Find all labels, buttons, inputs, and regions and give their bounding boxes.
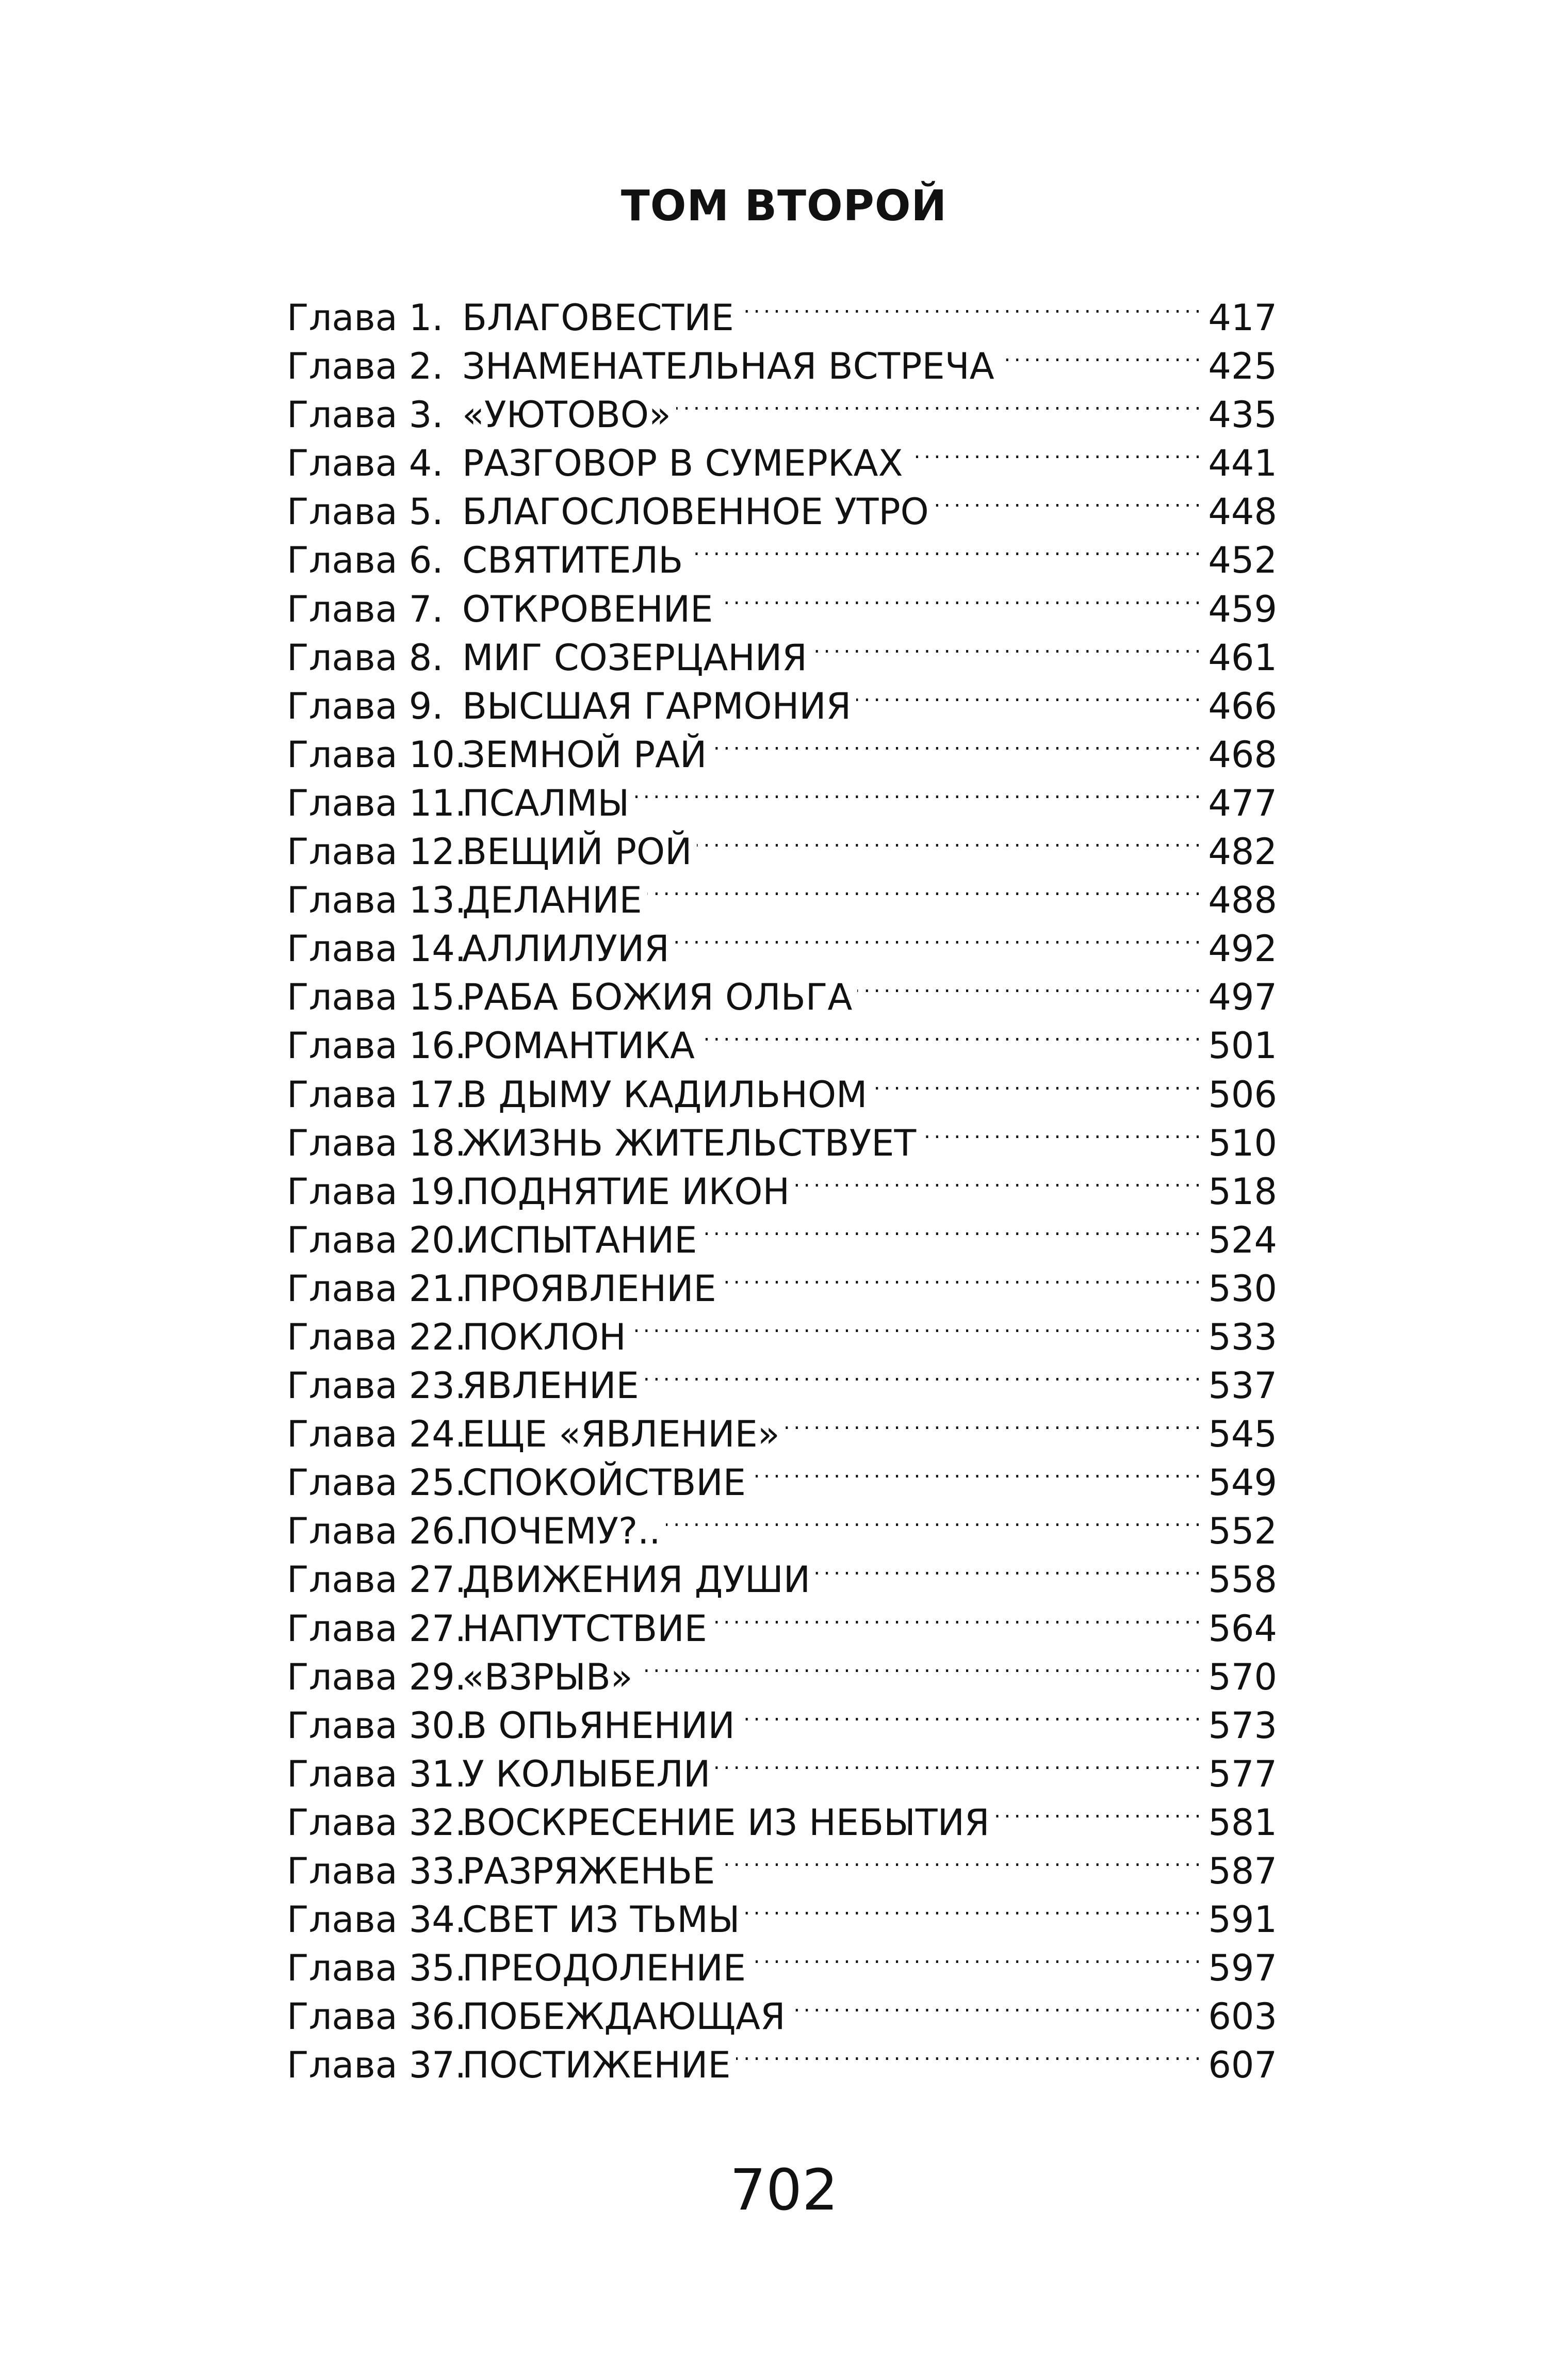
chapter-number: Глава 17. (287, 1073, 467, 1116)
dot-leader (908, 427, 1201, 476)
chapter-page-number: 466 (1208, 685, 1277, 727)
chapter-page-number: 506 (1208, 1073, 1277, 1116)
chapter-page-number: 497 (1208, 976, 1277, 1019)
chapter-number: Глава 35. (287, 1947, 467, 1990)
dot-leader (745, 1883, 1201, 1932)
chapter-page-number: 552 (1208, 1510, 1277, 1553)
chapter-page-number: 501 (1208, 1025, 1277, 1067)
table-of-contents (287, 282, 1277, 2087)
chapter-number: Глава 16. (287, 1025, 467, 1067)
chapter-page-number: 587 (1208, 1850, 1277, 1892)
dot-leader (791, 1980, 1201, 2029)
chapter-number: Глава 3. (287, 394, 444, 436)
chapter-number: Глава 29. (287, 1655, 467, 1698)
chapter-number: Глава 19. (287, 1170, 467, 1213)
chapter-title: РАБА БОЖИЯ ОЛЬГА (462, 976, 853, 1019)
chapter-page-number: 549 (1208, 1461, 1277, 1504)
dot-leader (857, 961, 1201, 1010)
dot-leader (921, 1107, 1201, 1156)
chapter-title: ДЕЛАНИЕ (462, 879, 642, 922)
dot-leader (815, 1544, 1201, 1592)
dot-leader (631, 1301, 1201, 1350)
dot-leader (688, 524, 1201, 573)
chapter-title: РОМАНТИКА (462, 1025, 695, 1067)
chapter-number: Глава 37. (287, 2044, 467, 2087)
chapter-page-number: 591 (1208, 1898, 1277, 1941)
dot-leader (751, 1447, 1201, 1495)
dot-leader (740, 1690, 1201, 1738)
chapter-page-number: 435 (1208, 394, 1277, 436)
chapter-page-number: 518 (1208, 1170, 1277, 1213)
dot-leader (720, 1835, 1201, 1883)
dot-leader (700, 1010, 1201, 1058)
chapter-number: Глава 24. (287, 1413, 467, 1456)
chapter-number: Глава 5. (287, 491, 444, 533)
chapter-number: Глава 2. (287, 345, 444, 388)
chapter-title: ИСПЫТАНИЕ (462, 1219, 697, 1261)
chapter-number: Глава 22. (287, 1316, 467, 1358)
chapter-number: Глава 12. (287, 831, 467, 873)
chapter-number: Глава 33. (287, 1850, 467, 1892)
dot-leader (856, 670, 1201, 719)
chapter-number: Глава 4. (287, 442, 444, 485)
chapter-page-number: 533 (1208, 1316, 1277, 1358)
chapter-title: ПОДНЯТИЕ ИКОН (462, 1170, 790, 1213)
chapter-page-number: 417 (1208, 297, 1277, 339)
dot-leader (1000, 330, 1201, 379)
dot-leader (712, 1593, 1201, 1641)
dot-leader (703, 1204, 1201, 1253)
chapter-page-number: 492 (1208, 928, 1277, 970)
chapter-title: НАПУТСТВИЕ (462, 1607, 707, 1650)
dot-leader (666, 1495, 1201, 1544)
page-number: 702 (730, 2157, 838, 2223)
dot-leader (722, 1253, 1201, 1301)
dot-leader (675, 913, 1201, 961)
chapter-page-number: 564 (1208, 1607, 1277, 1650)
chapter-title: ВЕЩИЙ РОЙ (462, 831, 692, 873)
chapter-title: ПРОЯВЛЕНИЕ (462, 1267, 716, 1310)
chapter-title: ДВИЖЕНИЯ ДУШИ (462, 1558, 811, 1601)
toc-entry (287, 282, 1277, 339)
chapter-title: ВЫСШАЯ ГАРМОНИЯ (462, 685, 852, 727)
chapter-title: В ДЫМУ КАДИЛЬНОМ (462, 1073, 868, 1116)
chapter-number: Глава 31. (287, 1752, 467, 1795)
chapter-page-number: 603 (1208, 1995, 1277, 2038)
chapter-page-number: 545 (1208, 1413, 1277, 1456)
chapter-title: МИГ СОЗЕРЦАНИЯ (462, 636, 807, 679)
chapter-number: Глава 15. (287, 976, 467, 1019)
dot-leader (736, 2029, 1201, 2077)
chapter-page-number: 558 (1208, 1558, 1277, 1601)
chapter-number: Глава 1. (287, 297, 444, 339)
chapter-title: БЛАГОСЛОВЕННОЕ УТРО (462, 491, 929, 533)
dot-leader (812, 622, 1201, 670)
chapter-number: Глава 27. (287, 1558, 467, 1601)
chapter-page-number: 468 (1208, 733, 1277, 776)
chapter-title: ПОСТИЖЕНИЕ (462, 2044, 731, 2087)
dot-leader (751, 1932, 1201, 1980)
chapter-number: Глава 21. (287, 1267, 467, 1310)
chapter-title: ПОЧЕМУ?.. (462, 1510, 661, 1553)
chapter-title: ОТКРОВЕНИЕ (462, 588, 713, 630)
chapter-page-number: 524 (1208, 1219, 1277, 1261)
chapter-number: Глава 14. (287, 928, 467, 970)
chapter-title: ЗНАМЕНАТЕЛЬНАЯ ВСТРЕЧА (462, 345, 994, 388)
chapter-title: СВЯТИТЕЛЬ (462, 539, 683, 582)
dot-leader (638, 1641, 1201, 1690)
chapter-number: Глава 26. (287, 1510, 467, 1553)
chapter-number: Глава 23. (287, 1365, 467, 1407)
chapter-number: Глава 13. (287, 879, 467, 922)
chapter-title: ПОБЕЖДАЮЩАЯ (462, 1995, 786, 2038)
chapter-title: ВОСКРЕСЕНИЕ ИЗ НЕБЫТИЯ (462, 1801, 990, 1844)
chapter-page-number: 530 (1208, 1267, 1277, 1310)
chapter-title: РАЗГОВОР В СУМЕРКАХ (462, 442, 903, 485)
dot-leader (676, 379, 1201, 427)
chapter-title: СПОКОЙСТВИЕ (462, 1461, 746, 1504)
chapter-number: Глава 25. (287, 1461, 467, 1504)
chapter-title: ПСАЛМЫ (462, 782, 630, 824)
chapter-title: ПРЕОДОЛЕНИЕ (462, 1947, 746, 1990)
chapter-title: «ВЗРЫВ» (462, 1655, 633, 1698)
chapter-title: В ОПЬЯНЕНИИ (462, 1704, 735, 1747)
chapter-page-number: 448 (1208, 491, 1277, 533)
chapter-title: БЛАГОВЕСТИЕ (462, 297, 734, 339)
chapter-title: СВЕТ ИЗ ТЬМЫ (462, 1898, 740, 1941)
chapter-title: АЛЛИЛУИЯ (462, 928, 669, 970)
chapter-title: ЯВЛЕНИЕ (462, 1365, 639, 1407)
chapter-page-number: 482 (1208, 831, 1277, 873)
chapter-number: Глава 10. (287, 733, 467, 776)
chapter-title: ЖИЗНЬ ЖИТЕЛЬСТВУЕТ (462, 1122, 917, 1164)
chapter-number: Глава 8. (287, 636, 444, 679)
dot-leader (647, 864, 1201, 913)
chapter-page-number: 570 (1208, 1655, 1277, 1698)
chapter-page-number: 581 (1208, 1801, 1277, 1844)
chapter-title: ПОКЛОН (462, 1316, 626, 1358)
dot-leader (697, 816, 1201, 864)
chapter-number: Глава 34. (287, 1898, 467, 1941)
chapter-number: Глава 7. (287, 588, 444, 630)
chapter-number: Глава 11. (287, 782, 467, 824)
chapter-number: Глава 32. (287, 1801, 467, 1844)
chapter-page-number: 597 (1208, 1947, 1277, 1990)
chapter-page-number: 537 (1208, 1365, 1277, 1407)
chapter-page-number: 510 (1208, 1122, 1277, 1164)
dot-leader (739, 282, 1201, 330)
dot-leader (785, 1398, 1201, 1447)
dot-leader (644, 1350, 1201, 1398)
chapter-number: Глава 27. (287, 1607, 467, 1650)
chapter-title: ЕЩЕ «ЯВЛЕНИЕ» (462, 1413, 780, 1456)
dot-leader (715, 1738, 1201, 1787)
dot-leader (795, 1156, 1201, 1204)
chapter-page-number: 461 (1208, 636, 1277, 679)
chapter-number: Глава 30. (287, 1704, 467, 1747)
page-title: ТОМ ВТОРОЙ (620, 182, 948, 231)
chapter-page-number: 425 (1208, 345, 1277, 388)
chapter-page-number: 441 (1208, 442, 1277, 485)
dot-leader (995, 1787, 1201, 1835)
chapter-title: «УЮТОВО» (462, 394, 671, 436)
chapter-page-number: 488 (1208, 879, 1277, 922)
dot-leader (934, 476, 1201, 524)
chapter-number: Глава 36. (287, 1995, 467, 2038)
chapter-number: Глава 9. (287, 685, 444, 727)
chapter-number: Глава 6. (287, 539, 444, 582)
chapter-page-number: 477 (1208, 782, 1277, 824)
chapter-title: У КОЛЫБЕЛИ (462, 1752, 711, 1795)
chapter-number: Глава 20. (287, 1219, 467, 1261)
chapter-page-number: 459 (1208, 588, 1277, 630)
dot-leader (634, 767, 1201, 816)
chapter-page-number: 607 (1208, 2044, 1277, 2087)
chapter-page-number: 573 (1208, 1704, 1277, 1747)
dot-leader (718, 573, 1201, 622)
chapter-page-number: 452 (1208, 539, 1277, 582)
chapter-number: Глава 18. (287, 1122, 467, 1164)
chapter-title: РАЗРЯЖЕНЬЕ (462, 1850, 715, 1892)
chapter-title: ЗЕМНОЙ РАЙ (462, 733, 707, 776)
chapter-page-number: 577 (1208, 1752, 1277, 1795)
dot-leader (712, 719, 1201, 767)
dot-leader (872, 1059, 1201, 1107)
